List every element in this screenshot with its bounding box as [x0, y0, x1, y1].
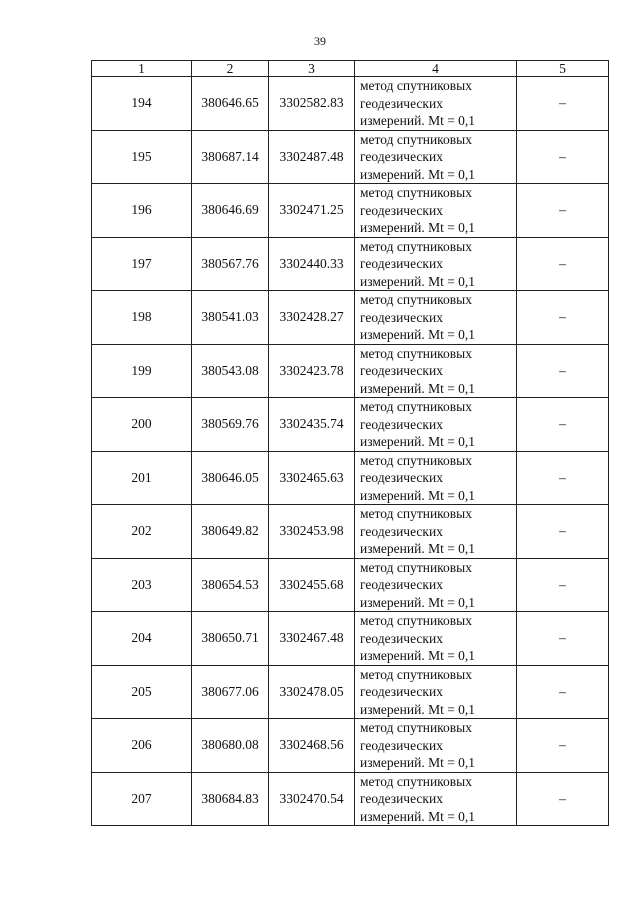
note-cell: –	[517, 77, 609, 131]
note-cell: –	[517, 665, 609, 719]
column-header: 1	[92, 61, 192, 77]
point-number-cell: 201	[92, 451, 192, 505]
table-row	[92, 291, 609, 345]
page-number: 39	[314, 34, 326, 48]
point-number-cell: 198	[92, 291, 192, 345]
method-cell	[355, 612, 517, 666]
note-cell: –	[517, 719, 609, 773]
y-coordinate-cell: 3302487.48	[269, 130, 355, 184]
method-cell	[355, 665, 517, 719]
x-coordinate-cell: 380646.65	[192, 77, 269, 131]
point-number-cell: 199	[92, 344, 192, 398]
method-cell	[355, 398, 517, 452]
y-coordinate-cell: 3302453.98	[269, 505, 355, 559]
method-line: измерений. Mt = 0,1	[360, 220, 476, 235]
method-line: измерений. Mt = 0,1	[360, 648, 476, 663]
table-row	[92, 665, 609, 719]
table-row	[92, 130, 609, 184]
method-line: геодезических	[360, 737, 443, 753]
method-line: метод спутниковых	[360, 238, 472, 254]
x-coordinate-cell: 380687.14	[192, 130, 269, 184]
method-line: геодезических	[360, 363, 443, 378]
table-row	[92, 398, 609, 452]
y-coordinate-cell: 3302423.78	[269, 344, 355, 398]
method-line: измерений. Mt = 0,1	[360, 327, 476, 342]
method-line: метод спутниковых	[360, 452, 472, 468]
method-line: геодезических	[360, 416, 443, 432]
method-line: измерений. Mt = 0,1	[360, 434, 476, 449]
y-coordinate-cell: 3302470.54	[269, 772, 355, 826]
y-coordinate-cell: 3302440.33	[269, 237, 355, 291]
y-coordinate-cell: 3302582.83	[269, 77, 355, 131]
method-line: измерений. Mt = 0,1	[360, 594, 476, 610]
method-cell	[355, 505, 517, 559]
note-cell: –	[517, 398, 609, 452]
table-row	[92, 772, 609, 826]
note-cell: –	[517, 344, 609, 398]
note-cell: –	[517, 505, 609, 559]
method-line: метод спутниковых	[360, 559, 472, 575]
x-coordinate-cell: 380684.83	[192, 772, 269, 826]
method-line: метод спутниковых	[360, 666, 472, 682]
method-line: метод спутниковых	[360, 78, 472, 93]
x-coordinate-cell: 380569.76	[192, 398, 269, 452]
table-header-row	[92, 61, 609, 77]
x-coordinate-cell: 380677.06	[192, 665, 269, 719]
method-line: геодезических	[360, 149, 443, 164]
method-cell	[355, 344, 517, 398]
table-row	[92, 237, 609, 291]
note-cell: –	[517, 130, 609, 184]
point-number-cell: 203	[92, 558, 192, 612]
method-line: геодезических	[360, 523, 443, 539]
y-coordinate-cell: 3302467.48	[269, 612, 355, 666]
point-number-cell: 194	[92, 77, 192, 131]
method-line: измерений. Mt = 0,1	[360, 701, 476, 717]
column-header: 4	[355, 61, 517, 77]
method-line: метод спутниковых	[360, 131, 472, 147]
y-coordinate-cell: 3302465.63	[269, 451, 355, 505]
method-cell	[355, 237, 517, 291]
note-cell: –	[517, 291, 609, 345]
note-cell: –	[517, 237, 609, 291]
table-row	[92, 77, 609, 131]
method-line: геодезических	[360, 791, 443, 806]
method-line: геодезических	[360, 577, 443, 592]
method-line: геодезических	[360, 309, 443, 325]
x-coordinate-cell: 380646.05	[192, 451, 269, 505]
x-coordinate-cell: 380543.08	[192, 344, 269, 398]
y-coordinate-cell: 3302455.68	[269, 558, 355, 612]
x-coordinate-cell: 380649.82	[192, 505, 269, 559]
y-coordinate-cell: 3302471.25	[269, 184, 355, 238]
method-line: измерений. Mt = 0,1	[360, 541, 476, 556]
method-cell	[355, 558, 517, 612]
method-cell	[355, 451, 517, 505]
note-cell: –	[517, 451, 609, 505]
table-row	[92, 612, 609, 666]
method-line: измерений. Mt = 0,1	[360, 166, 476, 182]
column-header: 5	[517, 61, 609, 77]
table-row	[92, 451, 609, 505]
method-line: метод спутниковых	[360, 345, 472, 361]
method-cell	[355, 130, 517, 184]
y-coordinate-cell: 3302435.74	[269, 398, 355, 452]
coordinates-table	[91, 60, 609, 826]
method-line: метод спутниковых	[360, 773, 472, 789]
point-number-cell: 204	[92, 612, 192, 666]
method-line: метод спутниковых	[360, 292, 472, 307]
method-cell	[355, 719, 517, 773]
point-number-cell: 206	[92, 719, 192, 773]
table-row	[92, 184, 609, 238]
column-header: 2	[192, 61, 269, 77]
table-row	[92, 719, 609, 773]
note-cell: –	[517, 772, 609, 826]
table-row	[92, 558, 609, 612]
method-line: метод спутниковых	[360, 613, 472, 628]
point-number-cell: 197	[92, 237, 192, 291]
method-cell	[355, 184, 517, 238]
y-coordinate-cell: 3302468.56	[269, 719, 355, 773]
method-line: измерений. Mt = 0,1	[360, 487, 476, 503]
method-line: геодезических	[360, 256, 443, 271]
method-line: измерений. Mt = 0,1	[360, 380, 476, 396]
method-line: геодезических	[360, 470, 443, 485]
y-coordinate-cell: 3302478.05	[269, 665, 355, 719]
table-row	[92, 344, 609, 398]
method-line: метод спутниковых	[360, 506, 472, 521]
table-body	[92, 77, 609, 826]
method-cell	[355, 77, 517, 131]
method-line: метод спутниковых	[360, 399, 472, 414]
method-line: измерений. Mt = 0,1	[360, 755, 476, 770]
point-number-cell: 196	[92, 184, 192, 238]
method-line: метод спутниковых	[360, 185, 472, 200]
method-line: измерений. Mt = 0,1	[360, 273, 476, 289]
method-line: метод спутниковых	[360, 720, 472, 735]
point-number-cell: 195	[92, 130, 192, 184]
column-header: 3	[269, 61, 355, 77]
note-cell: –	[517, 184, 609, 238]
method-line: геодезических	[360, 202, 443, 218]
x-coordinate-cell: 380541.03	[192, 291, 269, 345]
method-line: измерений. Mt = 0,1	[360, 808, 476, 824]
method-line: геодезических	[360, 684, 443, 699]
table-row	[92, 505, 609, 559]
x-coordinate-cell: 380654.53	[192, 558, 269, 612]
method-cell	[355, 291, 517, 345]
x-coordinate-cell: 380646.69	[192, 184, 269, 238]
x-coordinate-cell: 380567.76	[192, 237, 269, 291]
note-cell: –	[517, 558, 609, 612]
method-line: геодезических	[360, 95, 443, 111]
point-number-cell: 205	[92, 665, 192, 719]
point-number-cell: 200	[92, 398, 192, 452]
method-line: геодезических	[360, 630, 443, 646]
point-number-cell: 207	[92, 772, 192, 826]
method-line: измерений. Mt = 0,1	[360, 113, 476, 128]
note-cell: –	[517, 612, 609, 666]
method-cell	[355, 772, 517, 826]
x-coordinate-cell: 380680.08	[192, 719, 269, 773]
x-coordinate-cell: 380650.71	[192, 612, 269, 666]
point-number-cell: 202	[92, 505, 192, 559]
y-coordinate-cell: 3302428.27	[269, 291, 355, 345]
